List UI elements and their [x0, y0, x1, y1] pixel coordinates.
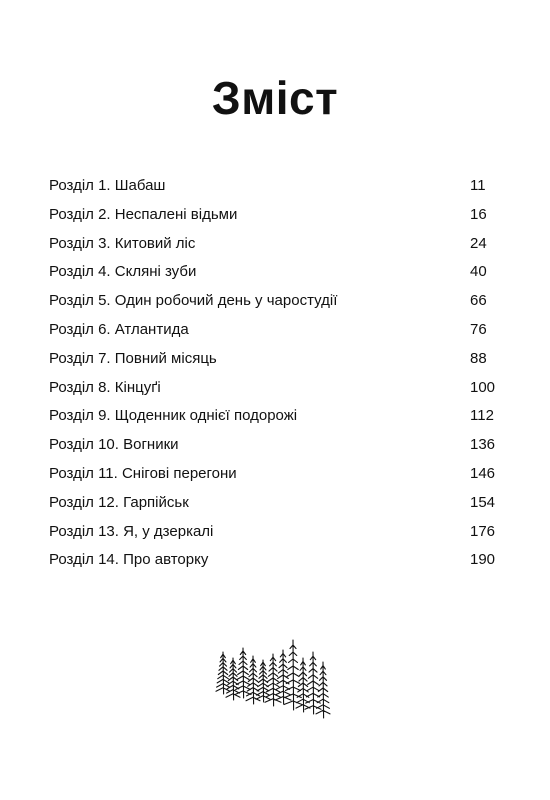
toc-entry-14[interactable]: [49, 546, 499, 575]
toc-page-number: 190: [470, 551, 496, 569]
table-of-contents: [49, 172, 499, 575]
toc-chapter-title: Розділ 5. Один робочий день у чаростудії: [49, 292, 338, 310]
toc-entry-6[interactable]: [49, 316, 499, 345]
toc-chapter-title: Розділ 1. Шабаш: [49, 177, 166, 194]
page-title: Зміст: [211, 72, 339, 124]
toc-page-number: 40: [470, 263, 487, 281]
toc-entry-10[interactable]: [49, 431, 499, 460]
toc-entry-4[interactable]: [49, 258, 499, 287]
toc-entry-13[interactable]: [49, 518, 499, 547]
toc-chapter-title: Розділ 7. Повний місяць: [49, 349, 217, 367]
toc-page-number: 146: [470, 464, 496, 482]
toc-entry-1[interactable]: [49, 172, 499, 201]
toc-page-number: 11: [470, 177, 486, 194]
toc-chapter-title: Розділ 11. Снігові перегони: [49, 464, 237, 482]
toc-chapter-title: Розділ 13. Я, у дзеркалі: [49, 522, 214, 540]
toc-chapter-title: Розділ 3. Китовий ліс: [49, 234, 196, 252]
toc-chapter-title: Розділ 6. Атлантида: [49, 320, 189, 338]
toc-page-number: 66: [470, 292, 487, 310]
toc-chapter-title: Розділ 8. Кінцуґі: [49, 378, 161, 396]
toc-chapter-title: Розділ 10. Вогники: [49, 436, 179, 454]
pine-forest-icon: [213, 632, 337, 720]
toc-entry-3[interactable]: [49, 230, 499, 259]
toc-entry-5[interactable]: [49, 287, 499, 316]
toc-chapter-title: Розділ 9. Щоденник однієї подорожі: [49, 407, 298, 425]
toc-page-number: 154: [470, 493, 496, 511]
toc-entry-2[interactable]: [49, 201, 499, 230]
toc-page-number: 16: [470, 205, 487, 223]
toc-page-number: 136: [470, 436, 496, 454]
toc-entry-12[interactable]: [49, 489, 499, 518]
toc-page-number: 88: [470, 349, 487, 367]
toc-chapter-title: Розділ 2. Неспалені відьми: [49, 205, 238, 223]
toc-entry-11[interactable]: [49, 460, 499, 489]
toc-chapter-title: Розділ 4. Скляні зуби: [49, 263, 197, 281]
toc-entry-7[interactable]: [49, 345, 499, 374]
toc-entry-9[interactable]: [49, 402, 499, 431]
pine-tree-strokes: [216, 640, 330, 718]
toc-page-number: 176: [470, 522, 496, 540]
toc-page-number: 112: [470, 407, 494, 425]
toc-page-number: 76: [470, 320, 487, 338]
toc-page-number: 100: [470, 378, 496, 396]
toc-chapter-title: Розділ 14. Про авторку: [49, 551, 209, 569]
toc-chapter-title: Розділ 12. Гарпійськ: [49, 493, 189, 511]
toc-entry-8[interactable]: [49, 374, 499, 403]
toc-page-number: 24: [470, 234, 487, 252]
